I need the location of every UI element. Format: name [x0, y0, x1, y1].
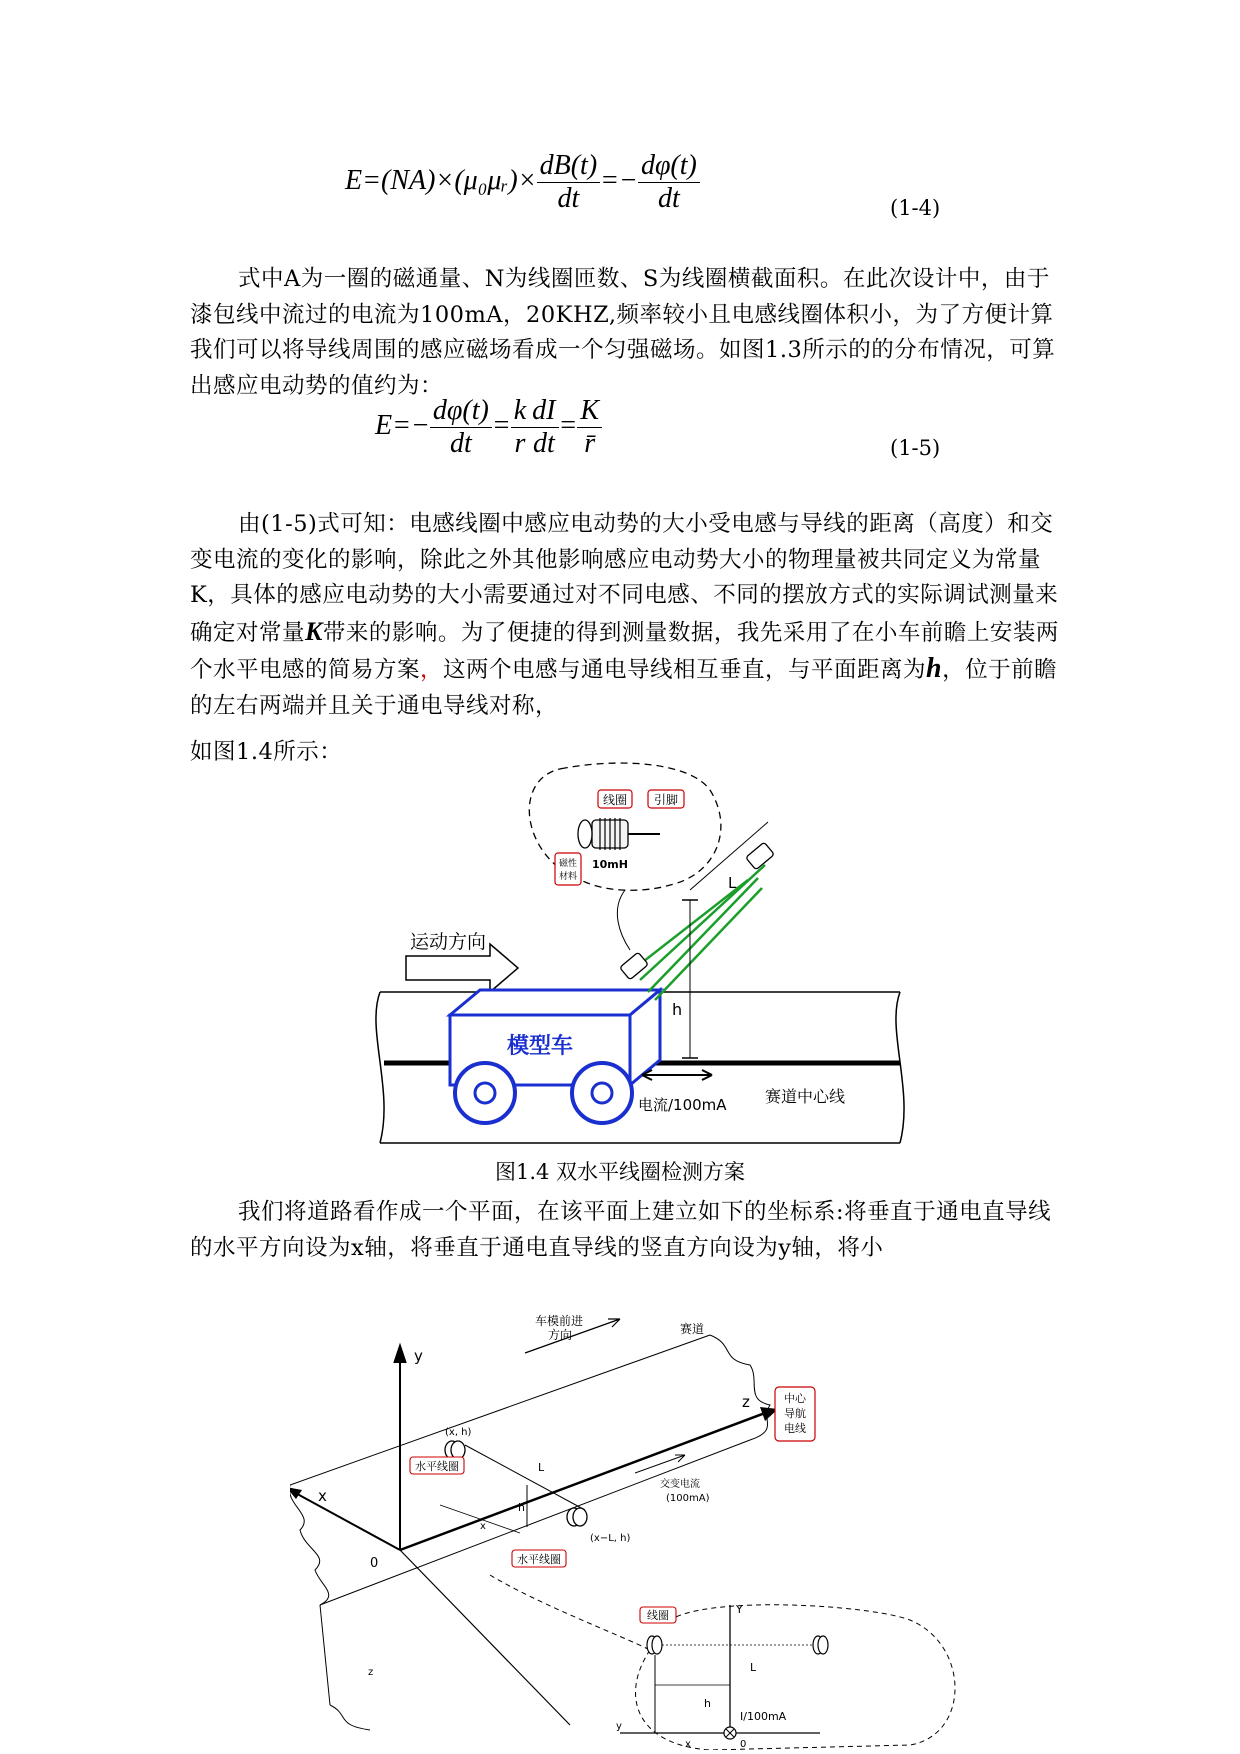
point2-label: (x−L, h)	[590, 1533, 631, 1544]
eq15-frac4	[577, 395, 602, 460]
coil-label1: 水平线圈	[415, 1460, 459, 1473]
x-axis-label: x	[318, 1487, 327, 1505]
eq15-frac3-den: dt	[532, 428, 555, 459]
zoom-callout	[490, 1575, 955, 1750]
inset-h-label: h	[704, 1697, 711, 1710]
forward-label-1: 车模前进	[535, 1314, 584, 1328]
magnet-label-1: 磁性	[558, 859, 578, 869]
coil-1b-icon	[451, 1441, 465, 1459]
x-axis-arrow-icon	[290, 1487, 302, 1499]
car-label: 模型车	[506, 1034, 574, 1059]
y-axis-arrow-icon	[394, 1345, 406, 1363]
inset-coil-left2-icon	[652, 1636, 662, 1654]
paragraph-3-text: 如图1.4所示：	[190, 739, 343, 765]
equation-number-1-4: (1-4)	[890, 196, 941, 220]
coord-track-bottom	[320, 1440, 750, 1605]
paragraph-1	[190, 262, 1060, 404]
eq15-frac2	[511, 395, 529, 460]
paragraph-2	[190, 507, 1060, 724]
paragraph-4	[190, 1195, 1060, 1266]
paragraph-2-part-b: 带来的影响。为了便捷的得到测量数据，我先采用了在小车前瞻上安装两个水平电感的简易方案	[190, 619, 1059, 683]
ac-label-2: (100mA)	[666, 1493, 710, 1504]
eq15-eq2: =	[558, 409, 578, 441]
eq14-frac1-den: dt	[557, 183, 580, 214]
figure-1-4	[370, 760, 930, 1160]
paragraph-2-part-c: 这两个电感与通电导线相互垂直，与平面距离为	[443, 657, 927, 683]
y-axis-label: y	[414, 1347, 423, 1365]
forward-label-2: 方向	[548, 1328, 573, 1342]
car-top	[450, 990, 660, 1015]
inductance-label: 10mH	[592, 858, 628, 871]
eq14-frac1-num: dB(t)	[537, 150, 601, 183]
track-left-edge	[376, 992, 384, 1143]
eq15-frac1-num: dφ(t)	[430, 395, 492, 428]
eq15-frac4-num: K	[577, 395, 602, 428]
ac-label-1: 交变电流	[660, 1479, 700, 1490]
coil-rear-icon	[746, 842, 775, 870]
coord-track-right-edge	[710, 1335, 770, 1440]
eq15-frac2-num: k	[511, 395, 529, 428]
coil-label: 线圈	[602, 793, 628, 807]
forward-boom	[620, 822, 775, 1000]
eq14-frac1	[537, 150, 601, 215]
eq15-frac3	[529, 395, 558, 460]
z-axis-back	[400, 1550, 570, 1725]
model-car	[450, 990, 660, 1123]
h-label-2: h	[518, 1501, 525, 1514]
inset-coil-right2-icon	[818, 1636, 828, 1654]
current-label: 电流/100mA	[638, 1096, 727, 1114]
coord-track-lower	[320, 1605, 370, 1730]
inductor-end-icon	[578, 820, 592, 848]
eq15-frac2-den: r	[514, 428, 526, 459]
L-line	[465, 1445, 585, 1510]
z-axis-label: z	[742, 1393, 750, 1411]
inset-Y-label: Y	[736, 1603, 743, 1616]
eq14-mid: =−	[600, 164, 638, 196]
constant-K: K	[305, 616, 323, 646]
paragraph-2-red-comma: ，	[420, 657, 444, 683]
equation-1-4	[345, 150, 700, 215]
boom-arm	[630, 865, 765, 1000]
paragraph-2-part-a: 由(1-5)式可知：电感线圈中感应电动势的大小受电感与导线的距离（高度）和交变电流的变化的影响，除此之外其他影响感应电动势大小的物理量被共同定义为常量K，具体的感应电动势的大小需要通过对不同电感、不同的摆放方式的实际调试测量来确定对常量	[190, 511, 1059, 646]
eq14-frac2	[638, 150, 700, 215]
track-center-label: 赛道中心线	[765, 1087, 846, 1106]
eq15-frac4-den: r̄	[584, 428, 596, 459]
inset-x-label: x	[685, 1739, 691, 1750]
h-label: h	[672, 1000, 683, 1019]
eq15-frac1	[430, 395, 492, 460]
eq14-frac2-num: dφ(t)	[638, 150, 700, 183]
coil-label2: 水平线圈	[517, 1553, 561, 1566]
equation-number-1-5: (1-5)	[890, 436, 941, 460]
eq15-lhs: E=−	[375, 409, 430, 441]
current-arrow-icon	[642, 1070, 712, 1080]
magnet-label-2: 材料	[558, 872, 578, 882]
coord-track-top	[290, 1335, 710, 1485]
paragraph-2-text	[190, 507, 1060, 724]
center-label-2: 导航	[784, 1407, 806, 1420]
figure-coordinate-system	[290, 1305, 970, 1750]
eq15-frac1-den: dt	[449, 428, 472, 459]
x-dim-label: x	[480, 1521, 486, 1532]
inset-y-label: y	[616, 1721, 622, 1732]
eq14-frac2-den: dt	[658, 183, 680, 214]
height-h: h	[926, 653, 943, 684]
callout-pointer	[617, 890, 630, 950]
equation-1-5	[375, 395, 602, 460]
eq15-eq1: =	[491, 409, 511, 441]
L-label-2: L	[538, 1461, 545, 1474]
direction-label: 运动方向	[410, 931, 487, 953]
z-small-label: z	[368, 1667, 374, 1678]
eq15-frac3-num: dI	[529, 395, 558, 428]
track-label: 赛道	[680, 1322, 705, 1336]
paragraph-4-text: 我们将道路看作成一个平面，在该平面上建立如下的坐标系:将垂直于通电直导线的水平方向设为x轴，将垂直于通电直导线的竖直方向设为y轴，将小	[190, 1199, 1052, 1261]
x-axis	[290, 1490, 400, 1550]
pin-label: 引脚	[653, 793, 679, 807]
paragraph-2-part-d: ，位于前瞻的左右两端并且关于通电导线对称，	[190, 657, 1058, 719]
track-right-edge	[896, 992, 904, 1143]
center-label-3: 电线	[784, 1422, 806, 1435]
origin-label: 0	[370, 1556, 379, 1571]
car-hub-right	[592, 1083, 612, 1103]
inset-origin-label: 0	[740, 1739, 747, 1750]
L-label: L	[728, 874, 737, 892]
point1-label: (x, h)	[445, 1427, 472, 1438]
center-label-1: 中心	[784, 1392, 806, 1405]
figure-caption: 图1.4 双水平线圈检测方案	[494, 1160, 746, 1184]
car-hub-left	[475, 1083, 495, 1103]
inset-coil-label: 线圈	[647, 1609, 669, 1622]
inset-current-label: I/100mA	[740, 1710, 787, 1723]
paragraph-1-text: 式中A为一圈的磁通量、N为线圈匝数、S为线圈横截面积。在此次设计中，由于漆包线中流过的电流为100mA，20KHZ,频率较小且电感线圈体积小，为了方便计算我们可以将导线周围的感应磁场看成一个匀强磁场。如图1.3所示的的分布情况，可算出感应电动势的值约为：	[190, 266, 1056, 399]
eq14-lhs: E=(NA)×(μ₀μᵣ)×	[345, 164, 537, 196]
coil-2b-icon	[573, 1508, 587, 1526]
inset-diagram	[616, 1603, 828, 1750]
inset-L-label: L	[750, 1661, 757, 1674]
